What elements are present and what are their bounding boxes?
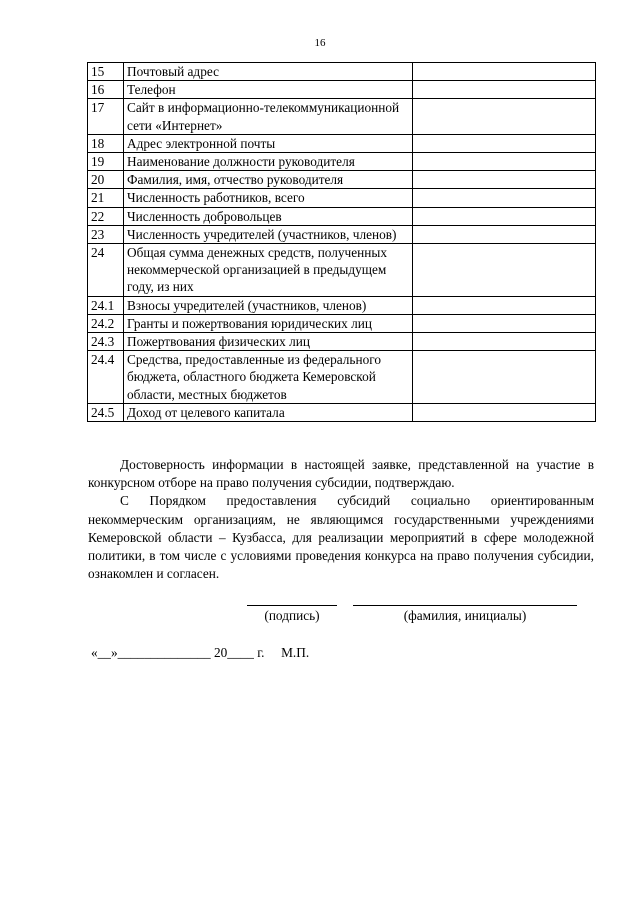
row-value[interactable]	[413, 244, 596, 297]
row-number: 24.4	[88, 351, 124, 404]
table-row	[88, 99, 596, 134]
table-row	[88, 153, 596, 171]
declaration-text	[88, 456, 594, 583]
row-number: 24.2	[88, 314, 124, 332]
declaration-paragraph-consent: С Порядком предоставления субсидий социально ориентированным некоммерческим организациям, не являющимся государственными учреждениями Кемеровской области – Кузбасса, для реализации мероприятий в сфере молодежной политики, в том числе с условиями проведения конкурса на право получения субсидии, ознакомлен и согласен.	[88, 493, 594, 582]
signature-caption: (подпись)	[264, 608, 320, 623]
row-number: 18	[88, 134, 124, 152]
table-row	[88, 403, 596, 421]
row-value[interactable]	[413, 189, 596, 207]
row-value[interactable]	[413, 351, 596, 404]
name-initials-caption: (фамилия, инициалы)	[403, 608, 527, 623]
table-row	[88, 207, 596, 225]
row-value[interactable]	[413, 333, 596, 351]
row-number: 21	[88, 189, 124, 207]
table-row	[88, 225, 596, 243]
row-number: 24	[88, 244, 124, 297]
row-value[interactable]	[413, 314, 596, 332]
row-value[interactable]	[413, 171, 596, 189]
row-label: Адрес электронной почты	[124, 134, 413, 152]
application-form-table	[87, 62, 596, 422]
row-label: Численность добровольцев	[124, 207, 413, 225]
row-label: Телефон	[124, 81, 413, 99]
row-label: Сайт в информационно-телекоммуникационной сети «Интернет»	[124, 99, 413, 134]
table-row	[88, 314, 596, 332]
row-label: Численность работников, всего	[124, 189, 413, 207]
table-row	[88, 171, 596, 189]
table-row	[88, 63, 596, 81]
row-number: 23	[88, 225, 124, 243]
table-row	[88, 296, 596, 314]
declaration-paragraph-accuracy: Достоверность информации в настоящей заявке, представленной на участие в конкурсном отборе на право получения субсидии, подтверждаю.	[88, 457, 594, 491]
row-label: Взносы учредителей (участников, членов)	[124, 296, 413, 314]
row-value[interactable]	[413, 225, 596, 243]
row-number: 20	[88, 171, 124, 189]
row-value[interactable]	[413, 81, 596, 99]
table-row	[88, 189, 596, 207]
row-number: 19	[88, 153, 124, 171]
row-label: Пожертвования физических лиц	[124, 333, 413, 351]
row-number: 15	[88, 63, 124, 81]
row-label: Гранты и пожертвования юридических лиц	[124, 314, 413, 332]
table-row	[88, 81, 596, 99]
row-value[interactable]	[413, 153, 596, 171]
table-row	[88, 333, 596, 351]
row-number: 16	[88, 81, 124, 99]
row-number: 24.1	[88, 296, 124, 314]
row-value[interactable]	[413, 134, 596, 152]
table-row	[88, 351, 596, 404]
row-label: Средства, предоставленные из федерального бюджета, областного бюджета Кемеровской области, местных бюджетов	[124, 351, 413, 404]
date-stamp-line: «__»______________ 20____ г. М.П.	[91, 645, 310, 660]
row-number: 22	[88, 207, 124, 225]
row-label: Почтовый адрес	[124, 63, 413, 81]
page-number: 16	[314, 37, 326, 49]
row-label: Численность учредителей (участников, членов)	[124, 225, 413, 243]
row-value[interactable]	[413, 403, 596, 421]
row-label: Фамилия, имя, отчество руководителя	[124, 171, 413, 189]
name-initials-line[interactable]	[353, 605, 577, 606]
row-value[interactable]	[413, 207, 596, 225]
row-number: 24.5	[88, 403, 124, 421]
table-row	[88, 244, 596, 297]
table-row	[88, 134, 596, 152]
row-value[interactable]	[413, 296, 596, 314]
row-value[interactable]	[413, 63, 596, 81]
row-label: Доход от целевого капитала	[124, 403, 413, 421]
signature-line[interactable]	[247, 605, 337, 606]
row-value[interactable]	[413, 99, 596, 134]
row-number: 24.3	[88, 333, 124, 351]
row-number: 17	[88, 99, 124, 134]
row-label: Наименование должности руководителя	[124, 153, 413, 171]
row-label: Общая сумма денежных средств, полученных некоммерческой организацией в предыдущем году, из них	[124, 244, 413, 297]
